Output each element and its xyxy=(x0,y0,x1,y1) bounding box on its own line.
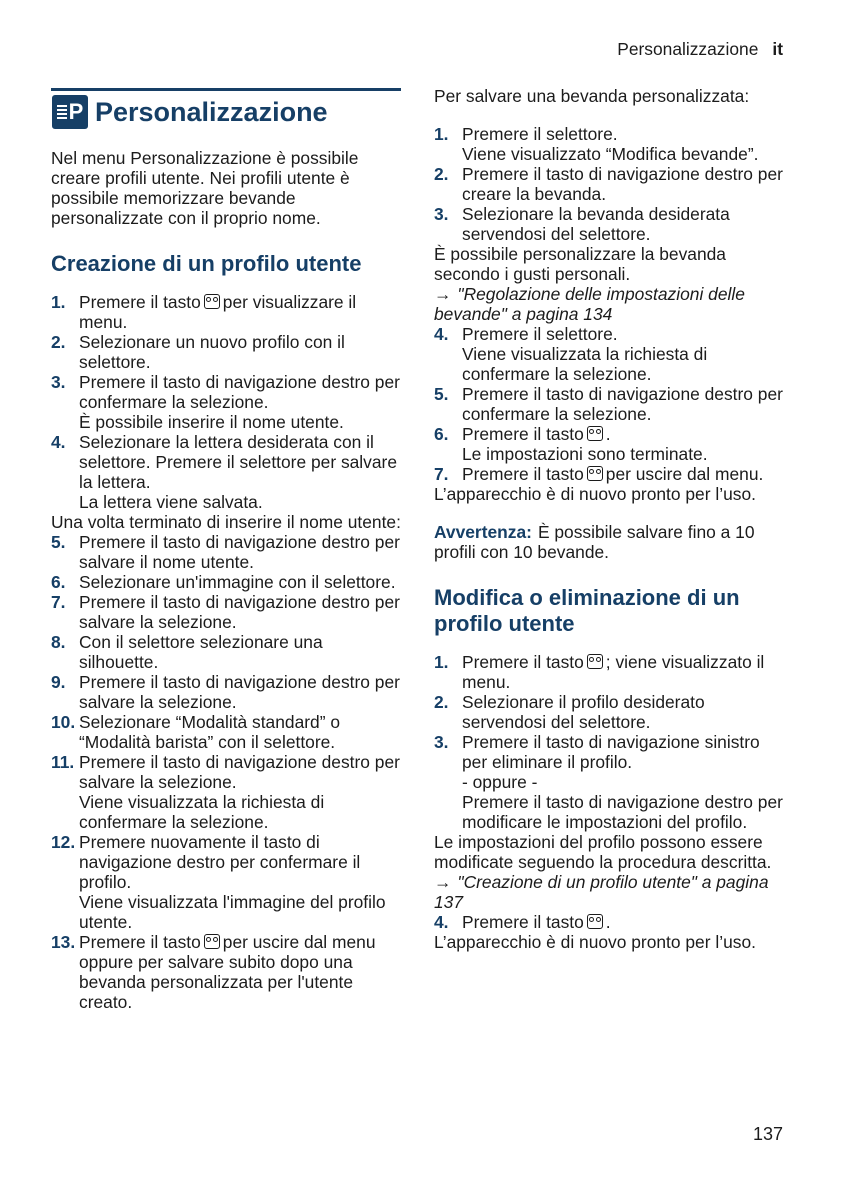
save-steps-b xyxy=(434,324,784,484)
left-column xyxy=(51,88,401,1012)
list-item: 2. Selezionare un nuovo profilo con il selettore. xyxy=(51,332,345,372)
list-item: 5. Premere il tasto di navigazione destro per salvare il nome utente. xyxy=(51,532,400,572)
list-item: 3. Premere il tasto di navigazione destro per confermare la selezione. È possibile inserire il nome utente. xyxy=(51,372,400,432)
end-text: L’apparecchio è di nuovo pronto per l’uso. xyxy=(434,932,756,952)
list-item: 11. Premere il tasto di navigazione destro per salvare la selezione. Viene visualizzata la richiesta di confermare la selezione. xyxy=(51,752,400,832)
list-item: 2. Selezionare il profilo desiderato servendosi del selettore. xyxy=(434,692,705,732)
end-text: L’apparecchio è di nuovo pronto per l’uso. xyxy=(434,484,756,504)
person-group-key-icon xyxy=(587,466,603,481)
heading-edit-profile: Modifica o eliminazione di un profilo utente xyxy=(434,585,740,636)
list-item: 7. Premere il tasto di navigazione destro per salvare la selezione. xyxy=(51,592,400,632)
section-title: Personalizzazione xyxy=(95,97,328,127)
list-item: 4. Premere il tasto . xyxy=(434,912,611,932)
save-drink-intro: Per salvare una bevanda personalizzata: xyxy=(434,86,750,106)
note-label: Avvertenza: xyxy=(434,522,532,542)
mid-text: Le impostazioni del profilo possono essere modificate seguendo la procedura descritta. → "Creazione di un profilo utente" a pagina 137 xyxy=(434,832,772,912)
page-number: 137 xyxy=(752,1124,783,1144)
list-item: 8. Con il selettore selezionare una silhouette. xyxy=(51,632,323,672)
note-paragraph: Avvertenza: È possibile salvare fino a 10 profili con 10 bevande. xyxy=(434,522,755,562)
list-item: 10. Selezionare “Modalità standard” o “Modalità barista” con il selettore. xyxy=(51,712,341,752)
right-column xyxy=(434,86,784,952)
list-item: 7. Premere il tasto per uscire dal menu. xyxy=(434,464,764,484)
arrow-right-icon: → xyxy=(434,872,452,892)
list-item: 5. Premere il tasto di navigazione destro per confermare la selezione. xyxy=(434,384,783,424)
save-steps-a xyxy=(434,124,784,244)
create-steps-a xyxy=(51,292,401,512)
list-item: 1. Premere il tasto per visualizzare il menu. xyxy=(51,292,357,332)
header-language: it xyxy=(772,39,783,59)
edit-steps-a xyxy=(434,652,784,832)
header-title: Personalizzazione xyxy=(617,39,759,59)
list-item: 4. Selezionare la lettera desiderata con il selettore. Premere il selettore per salvare la lettera. La lettera viene salvata. xyxy=(51,432,397,512)
arrow-right-icon: → xyxy=(434,284,452,304)
list-item: 3. Selezionare la bevanda desiderata servendosi del selettore. xyxy=(434,204,730,244)
cross-reference-link[interactable]: → "Creazione di un profilo utente" a pagina 137 xyxy=(434,872,769,912)
cross-reference-link[interactable]: → "Regolazione delle impostazioni delle bevande" a pagina 134 xyxy=(434,284,745,324)
heading-create-profile: Creazione di un profilo utente xyxy=(51,251,362,276)
intro-paragraph: Nel menu Personalizzazione è possibile creare profili utente. Nei profili utente è possibile memorizzare bevande personalizzate con il proprio nome. xyxy=(51,148,359,228)
page-header xyxy=(617,39,783,59)
person-group-key-icon xyxy=(204,934,220,949)
list-item: 6. Premere il tasto . Le impostazioni sono terminate. xyxy=(434,424,708,464)
person-group-key-icon xyxy=(204,294,220,309)
list-item: 2. Premere il tasto di navigazione destro per creare la bevanda. xyxy=(434,164,783,204)
person-group-key-icon xyxy=(587,914,603,929)
person-group-key-icon xyxy=(587,654,603,669)
list-item: 4. Premere il selettore. Viene visualizzata la richiesta di confermare la selezione. xyxy=(434,324,708,384)
list-item: 1. Premere il selettore. Viene visualizzato “Modifica bevande”. xyxy=(434,124,759,164)
mid-text: Una volta terminato di inserire il nome utente: xyxy=(51,512,401,532)
list-item: 6. Selezionare un'immagine con il selettore. xyxy=(51,572,396,592)
list-item: 1. Premere il tasto ; viene visualizzato il menu. xyxy=(434,652,765,692)
list-item: 12. Premere nuovamente il tasto di navigazione destro per confermare il profilo. Viene visualizzata l'immagine del profilo utente. xyxy=(51,832,386,932)
create-steps-b xyxy=(51,532,401,1012)
menu-p-icon: P xyxy=(52,95,88,129)
person-group-key-icon xyxy=(587,426,603,441)
list-item: 13. Premere il tasto per uscire dal menu oppure per salvare subito dopo una bevanda personalizzata per l'utente creato. xyxy=(51,932,376,1012)
mid-text: È possibile personalizzare la bevanda secondo i gusti personali. xyxy=(434,244,726,284)
list-item: 3. Premere il tasto di navigazione sinistro per eliminare il profilo. - oppure - Premere il tasto di navigazione destro per modificare le impostazioni del profilo. xyxy=(434,732,783,832)
list-item: 9. Premere il tasto di navigazione destro per salvare la selezione. xyxy=(51,672,400,712)
section-header xyxy=(51,88,401,135)
edit-steps-b xyxy=(434,912,784,932)
